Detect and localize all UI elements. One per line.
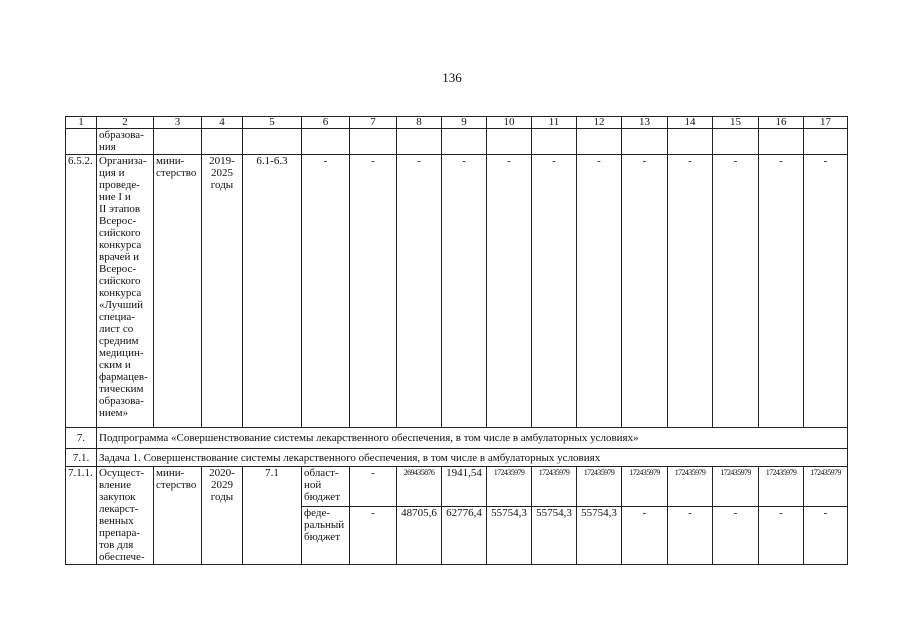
value-cell: 269435876 xyxy=(397,467,442,507)
cell xyxy=(66,129,97,155)
header-cell: 11 xyxy=(532,117,577,129)
cell xyxy=(487,129,532,155)
measure-name: Организа- ция и проведе- ние I и II этапов Всерос- сийского конкурса врачей и Всерос- сийского конкурса «Лучший специа- лист со средним медицин- ским и фармацев- тическим образова- нием» xyxy=(97,155,154,428)
row-code: 7.1. xyxy=(66,449,97,467)
value-cell: 172435979 xyxy=(713,467,759,507)
header-cell: 1 xyxy=(66,117,97,129)
value-cell: 55754,3 xyxy=(577,507,622,565)
cell xyxy=(442,129,487,155)
value-cell: 172435979 xyxy=(532,467,577,507)
table-row-7-1-1 xyxy=(66,467,848,507)
header-cell: 8 xyxy=(397,117,442,129)
executor: мини- стерство xyxy=(154,467,202,565)
row-code: 7.1.1. xyxy=(66,467,97,565)
value-cell: - xyxy=(759,155,804,428)
header-cell: 4 xyxy=(202,117,243,129)
header-cell: 2 xyxy=(97,117,154,129)
header-cell: 6 xyxy=(302,117,350,129)
header-cell: 10 xyxy=(487,117,532,129)
cell xyxy=(302,129,350,155)
value-cell: - xyxy=(668,507,713,565)
subprogram-row xyxy=(66,428,848,449)
measure-name: Осущест- вление закупок лекарст- венных препара- тов для обеспече- xyxy=(97,467,154,565)
subprogram-title: Подпрограмма «Совершенствование системы лекарственного обеспечения, в том числе в амбулаторных условиях» xyxy=(97,428,848,449)
value-cell: 172435979 xyxy=(622,467,668,507)
value-cell: - xyxy=(302,155,350,428)
table-row-6-5-2 xyxy=(66,155,848,428)
value-cell: - xyxy=(622,155,668,428)
header-cell: 3 xyxy=(154,117,202,129)
value-cell: - xyxy=(804,155,848,428)
value-cell: - xyxy=(350,155,397,428)
header-cell: 12 xyxy=(577,117,622,129)
row-code: 6.5.2. xyxy=(66,155,97,428)
value-cell: 1941,54 xyxy=(442,467,487,507)
header-cell: 7 xyxy=(350,117,397,129)
value-cell: 172435979 xyxy=(487,467,532,507)
cell xyxy=(668,129,713,155)
cell xyxy=(577,129,622,155)
table-row-continued xyxy=(66,129,848,155)
measure-name: образова- ния xyxy=(97,129,154,155)
value-cell: - xyxy=(622,507,668,565)
value-cell: - xyxy=(759,507,804,565)
cell xyxy=(713,129,759,155)
cell xyxy=(202,129,243,155)
cell xyxy=(243,129,302,155)
header-cell: 16 xyxy=(759,117,804,129)
value-cell: - xyxy=(532,155,577,428)
cell xyxy=(622,129,668,155)
period: 2019- 2025 годы xyxy=(202,155,243,428)
value-cell: - xyxy=(713,507,759,565)
program-table xyxy=(65,116,848,565)
value-cell: - xyxy=(668,155,713,428)
value-cell: 48705,6 xyxy=(397,507,442,565)
header-cell: 15 xyxy=(713,117,759,129)
task-row xyxy=(66,449,848,467)
value-cell: - xyxy=(397,155,442,428)
row-code: 7. xyxy=(66,428,97,449)
cell xyxy=(350,129,397,155)
header-cell: 9 xyxy=(442,117,487,129)
value-cell: 172435979 xyxy=(577,467,622,507)
cell xyxy=(759,129,804,155)
cell xyxy=(804,129,848,155)
executor: мини- стерство xyxy=(154,155,202,428)
value-cell: - xyxy=(713,155,759,428)
cell xyxy=(532,129,577,155)
header-cell: 5 xyxy=(243,117,302,129)
cell xyxy=(154,129,202,155)
task-title: Задача 1. Совершенствование системы лекарственного обеспечения, в том числе в амбулаторных условиях xyxy=(97,449,848,467)
header-row xyxy=(66,117,848,129)
value-cell: - xyxy=(350,467,397,507)
value-cell: 55754,3 xyxy=(487,507,532,565)
indicators: 6.1-6.3 xyxy=(243,155,302,428)
value-cell: - xyxy=(577,155,622,428)
cell xyxy=(397,129,442,155)
value-cell: - xyxy=(487,155,532,428)
period: 2020- 2029 годы xyxy=(202,467,243,565)
page-number: 136 xyxy=(442,70,462,85)
value-cell: 62776,4 xyxy=(442,507,487,565)
indicators: 7.1 xyxy=(243,467,302,565)
header-cell: 14 xyxy=(668,117,713,129)
funding-source: феде- ральный бюджет xyxy=(302,507,350,565)
value-cell: 172435979 xyxy=(668,467,713,507)
value-cell: - xyxy=(350,507,397,565)
funding-source: област- ной бюджет xyxy=(302,467,350,507)
value-cell: 172435979 xyxy=(804,467,848,507)
value-cell: - xyxy=(442,155,487,428)
value-cell: 55754,3 xyxy=(532,507,577,565)
header-cell: 13 xyxy=(622,117,668,129)
value-cell: - xyxy=(804,507,848,565)
header-cell: 17 xyxy=(804,117,848,129)
value-cell: 172435979 xyxy=(759,467,804,507)
